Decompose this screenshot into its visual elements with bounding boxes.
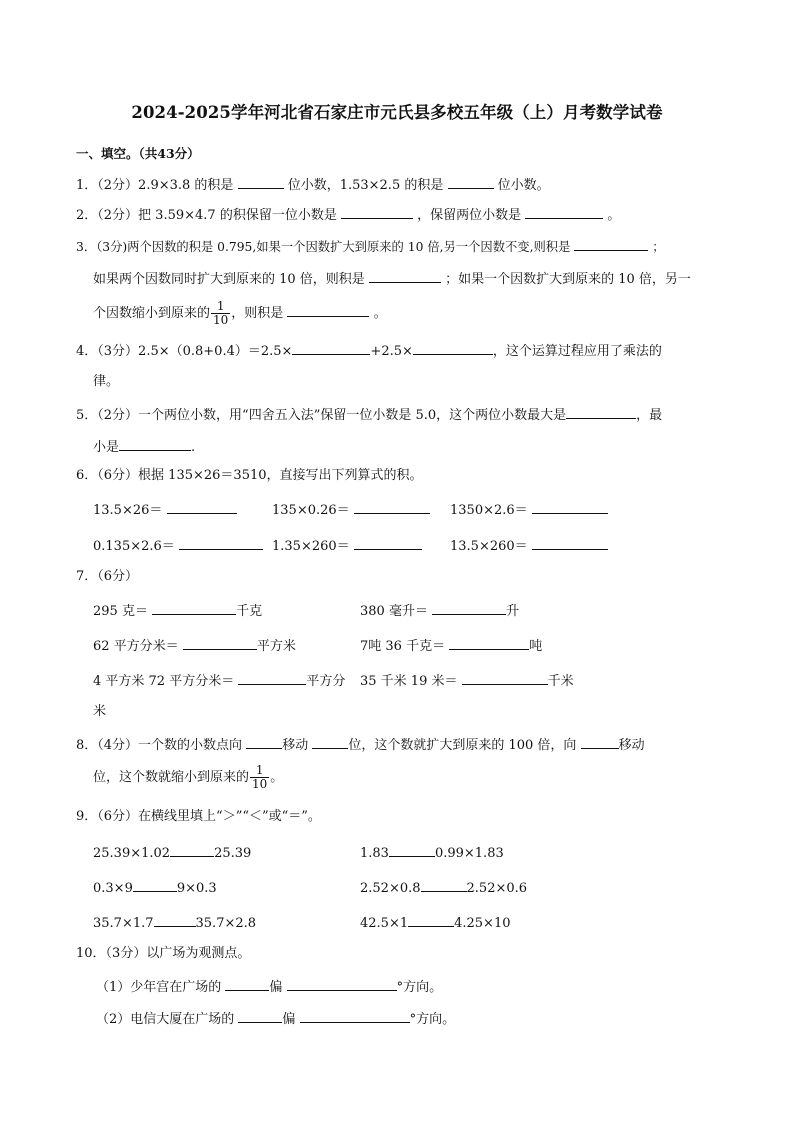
unit-wrap: 米 bbox=[93, 704, 107, 719]
answer-blank[interactable] bbox=[574, 237, 648, 251]
fraction: $\frac{1}{10}$ bbox=[252, 763, 268, 791]
answer-blank[interactable] bbox=[300, 1009, 410, 1023]
calc-item: 13.5×26＝ bbox=[93, 500, 237, 520]
unit-conversion: 7吨 36 千克＝ 吨 bbox=[360, 636, 542, 656]
answer-blank[interactable] bbox=[369, 269, 441, 283]
calc-item: 135×0.26＝ bbox=[272, 500, 430, 520]
answer-blank[interactable] bbox=[170, 843, 214, 857]
answer-blank[interactable] bbox=[152, 601, 236, 615]
answer-blank[interactable] bbox=[119, 437, 191, 451]
answer-blank[interactable] bbox=[525, 205, 603, 219]
calc-item: 1350×2.6＝ bbox=[450, 500, 608, 520]
answer-blank[interactable] bbox=[183, 636, 257, 650]
compare-item: 25.39×1.02 25.39 bbox=[93, 843, 251, 863]
answer-blank[interactable] bbox=[354, 536, 422, 550]
question-8-line-2: 位，这个数就缩小到原来的 $\frac{1}{10}$ 。 bbox=[93, 763, 284, 791]
unit-conversion: 4 平方米 72 平方分米＝ 平方分 bbox=[93, 671, 345, 691]
answer-blank[interactable] bbox=[179, 536, 263, 550]
question-4-line-2: 律。 bbox=[93, 374, 120, 389]
unit-conversion: 62 平方分米＝ 平方米 bbox=[93, 636, 296, 656]
calc-item: 1.35×260＝ bbox=[272, 536, 422, 556]
answer-blank[interactable] bbox=[532, 500, 608, 514]
compare-item: 0.3×9 9×0.3 bbox=[93, 878, 217, 898]
answer-blank[interactable] bbox=[421, 878, 467, 892]
question-1: 1．（2分）2.9×3.8 的积是 位小数，1.53×2.5 的积是 位小数。 bbox=[76, 175, 550, 195]
answer-blank[interactable] bbox=[462, 671, 548, 685]
calc-item: 13.5×260＝ bbox=[450, 536, 608, 556]
question-10: 10．（3分）以广场为观测点。 bbox=[76, 946, 251, 961]
unit-conversion: 35 千米 19 米＝ 千米 bbox=[360, 671, 574, 691]
answer-blank[interactable] bbox=[238, 1009, 282, 1023]
compare-item: 35.7×1.7 35.7×2.8 bbox=[93, 913, 256, 933]
question-3-line-2: 如果两个因数同时扩大到原来的 10 倍，则积是 ；如果一个因数扩大到原来的 10 倍，另一 bbox=[93, 269, 691, 289]
calc-item: 0.135×2.6＝ bbox=[93, 536, 263, 556]
answer-blank[interactable] bbox=[389, 843, 435, 857]
answer-blank[interactable] bbox=[581, 735, 619, 749]
answer-blank[interactable] bbox=[225, 977, 269, 991]
fraction: $\frac{1}{10}$ bbox=[213, 299, 229, 327]
answer-blank[interactable] bbox=[448, 175, 494, 189]
answer-blank[interactable] bbox=[449, 636, 529, 650]
answer-blank[interactable] bbox=[246, 735, 282, 749]
answer-blank[interactable] bbox=[238, 671, 306, 685]
answer-blank[interactable] bbox=[238, 175, 284, 189]
answer-blank[interactable] bbox=[341, 205, 413, 219]
answer-blank[interactable] bbox=[354, 500, 430, 514]
question-7: 7．（6分） bbox=[76, 569, 139, 584]
question-10-part-2: （2）电信大厦在广场的 偏 °方向。 bbox=[96, 1009, 455, 1029]
answer-blank[interactable] bbox=[292, 341, 370, 355]
question-2: 2．（2分）把 3.59×4.7 的积保留一位小数是 ，保留两位小数是 。 bbox=[76, 205, 620, 225]
answer-blank[interactable] bbox=[413, 341, 493, 355]
answer-blank[interactable] bbox=[532, 536, 608, 550]
answer-blank[interactable] bbox=[408, 913, 454, 927]
question-4: 4．（3分）2.5×（0.8+0.4）＝2.5× +2.5× ，这个运算过程应用了乘法的 bbox=[76, 341, 662, 361]
answer-blank[interactable] bbox=[432, 601, 506, 615]
question-3-line-3: 个因数缩小到原来的 $\frac{1}{10}$ ，则积是 。 bbox=[93, 299, 387, 327]
question-6: 6．（6分）根据 135×26＝3510，直接写出下列算式的积。 bbox=[76, 468, 423, 483]
answer-blank[interactable] bbox=[312, 735, 348, 749]
section-heading: 一、填空。（共43分） bbox=[76, 146, 200, 161]
answer-blank[interactable] bbox=[133, 878, 177, 892]
question-5: 5．（2分）一个两位小数，用“四舍五入法”保留一位小数是 5.0，这个两位小数最大是 ，最 bbox=[76, 405, 662, 425]
question-10-part-1: （1）少年宫在广场的 偏 °方向。 bbox=[96, 977, 442, 997]
question-5-line-2: 小是 . bbox=[93, 437, 195, 457]
unit-conversion: 295 克＝ 千克 bbox=[93, 601, 262, 621]
answer-blank[interactable] bbox=[566, 405, 636, 419]
question-8: 8．（4分）一个数的小数点向 移动 位，这个数就扩大到原来的 100 倍，向 移动 bbox=[76, 735, 645, 755]
answer-blank[interactable] bbox=[287, 303, 369, 317]
unit-conversion: 380 毫升＝ 升 bbox=[360, 601, 519, 621]
page-title: 2024-2025学年河北省石家庄市元氏县多校五年级（上）月考数学试卷 bbox=[131, 103, 663, 122]
answer-blank[interactable] bbox=[154, 913, 196, 927]
question-9: 9．（6分）在横线里填上“＞”“＜”或“＝”。 bbox=[76, 809, 321, 824]
answer-blank[interactable] bbox=[287, 977, 397, 991]
compare-item: 42.5×1 4.25×10 bbox=[360, 913, 511, 933]
question-3-line-1: 3．（3分)两个因数的积是 0.795,如果一个因数扩大到原来的 10 倍,另一个因数不变,则积是 ； bbox=[76, 237, 665, 256]
compare-item: 1.83 0.99×1.83 bbox=[360, 843, 504, 863]
compare-item: 2.52×0.8 2.52×0.6 bbox=[360, 878, 527, 898]
answer-blank[interactable] bbox=[167, 500, 237, 514]
